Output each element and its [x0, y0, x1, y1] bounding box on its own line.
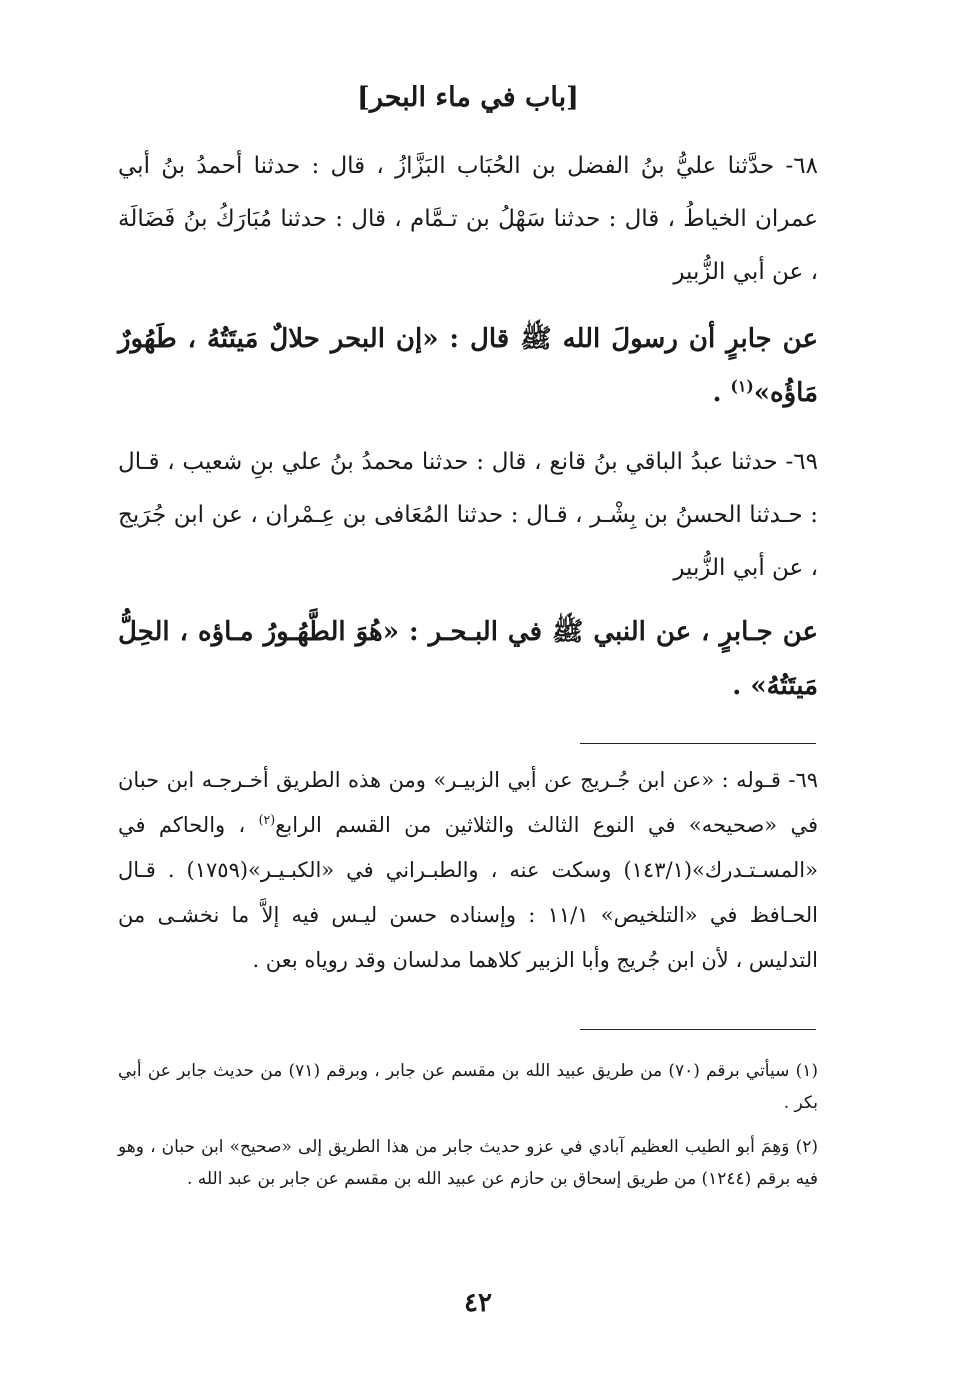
hadith-68-matn-end: . — [712, 378, 731, 408]
footnote-ref-1: (١) — [730, 376, 754, 396]
footnote-ref-2: (٢) — [258, 812, 276, 827]
hadith-68-matn-text: عن جابرٍ أن رسولَ الله ﷺ قال : «إن البحر حلالٌ مَيتَتُهُ ، طَهُورٌ مَاؤُه» — [118, 324, 818, 408]
footnote-2: (٢) وَهِمَ أبو الطيب العظيم آبادي في عزو حديث جابر من هذا الطريق إلى «صحيح» ابن حبان ، وهو فيه برقم (١٢٤٤) من طريق إسحاق بن حازم عن عبيد الله بن مقسم عن جابر بن عبد الله . — [118, 1137, 818, 1189]
footnote-1: (١) سيأتي برقم (٧٠) من طريق عبيد الله بن مقسم عن جابر ، وبرقم (٧١) من حديث جابر عن أبي بكر . — [118, 1061, 818, 1113]
commentary-text-1: ٦٩- قـوله : «عن ابن جُـريج عن أبي الزبيـر» ومن هذه الطريق أخـرجـه ابن حبان في «صحيحه» في النوع الثالث والثلاثين من القسم الرابع — [118, 768, 818, 837]
hadith-69-isnad: ٦٩- حدثنا عبدُ الباقي بنُ قانع ، قال : حدثنا محمدُ بنُ علي بنِ شعيب ، قـال : حـدثنا الحسنُ بن بِشْـر ، قـال : حدثنا المُعَافى بن عِـمْران ، عن ابن جُرَيج ، عن أبي الزُّبير — [118, 449, 818, 581]
footnote-separator — [580, 1029, 816, 1030]
commentary-text-2: ، والحاكم في «المسـتـدرك»(١٤٣/١) وسكت عنه ، والطبـراني في «الكبـيـر»(١٧٥٩) . قـال الحـافظ في «التلخيص» ١١/١ : وإسناده حسن ليـس فيه إلاَّ ما نخشـى من التدليس ، لأن ابن جُريج وأبا الزبير كلاهما مدلسان وقد روياه بعن . — [118, 813, 818, 972]
chapter-heading: [باب في ماء البحر] — [357, 82, 579, 113]
page-number: ٤٢ — [464, 1288, 492, 1318]
hadith-68-matn — [118, 312, 818, 420]
hadith-68-isnad: ٦٨- حدَّثنا عليُّ بنُ الفضل بن الحُبَاب البَزَّازُ ، قال : حدثنا أحمدُ بنُ أبي عمران الخياطُ ، قال : حدثنا سَهْلُ بن تـمَّام ، قال : حدثنا مُبَارَكُ بنُ فَضَالَة ، عن أبي الزُّبير — [118, 153, 818, 285]
hadith-69-matn: عن جـابرٍ ، عن النبي ﷺ في البـحـر : «هُوَ الطَّهُـورُ مـاؤه ، الحِلُّ مَيتَتُهُ» . — [118, 617, 818, 701]
commentary-separator — [580, 743, 816, 744]
commentary-69 — [118, 758, 818, 983]
